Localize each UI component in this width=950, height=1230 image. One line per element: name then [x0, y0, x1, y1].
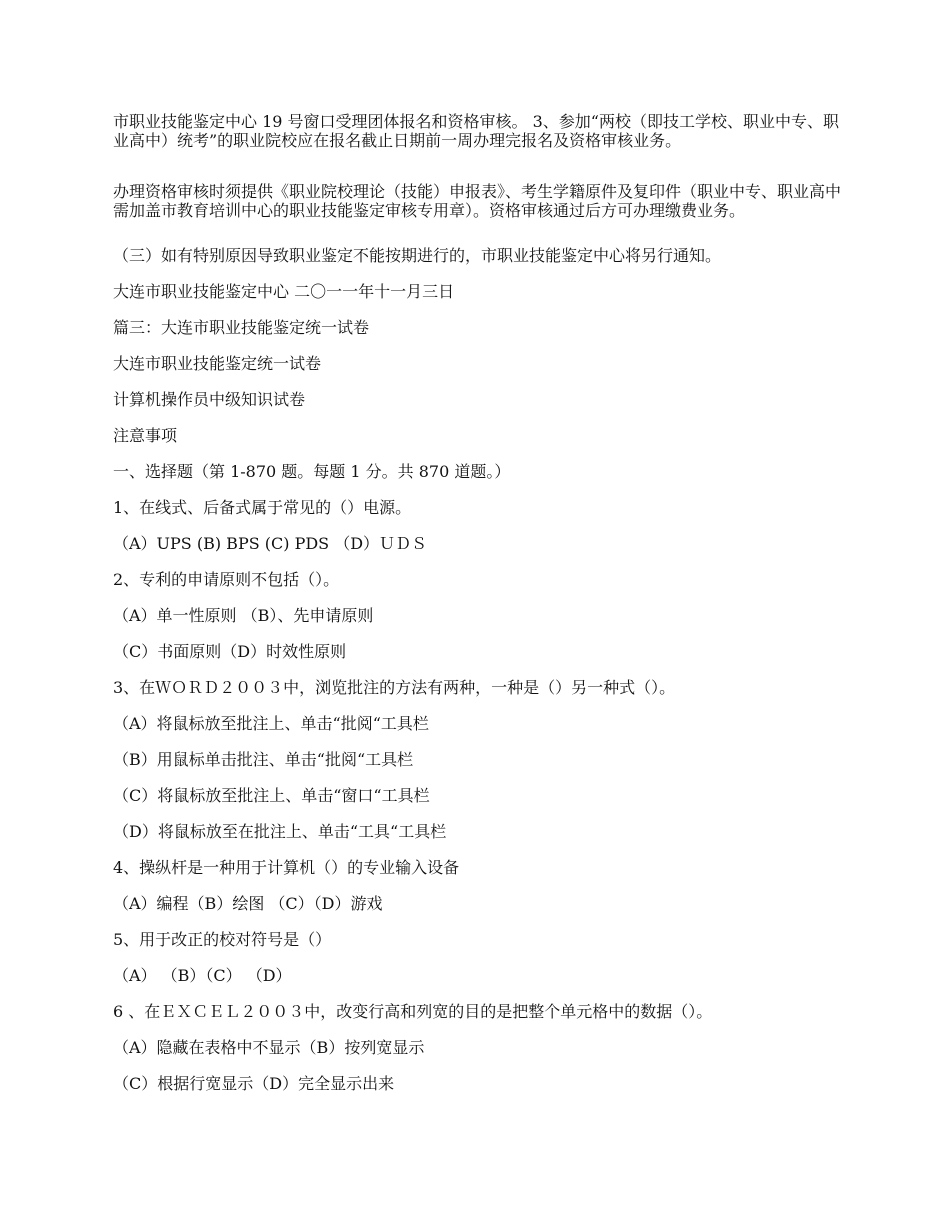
question-3-option-d: （D）将鼠标放至在批注上、单击“工具“工具栏: [113, 822, 447, 841]
question-5-options: （A） （B）（C） （D）: [113, 966, 292, 985]
question-2: 2、专利的申请原则不包括（）。: [113, 570, 340, 589]
section-heading: 篇三：大连市职业技能鉴定统一试卷: [113, 318, 370, 337]
exam-subtitle: 计算机操作员中级知识试卷: [113, 390, 306, 409]
question-6-options-cd: （C）根据行宽显示（D）完全显示出来: [113, 1074, 395, 1093]
exam-title: 大连市职业技能鉴定统一试卷: [113, 354, 322, 373]
question-3: 3、在ＷＯＲＤ２００３中，浏览批注的方法有两种，一种是（）另一种式（）。: [113, 678, 676, 697]
paragraph-registration: 市职业技能鉴定中心 19 号窗口受理团体报名和资格审核。 3、参加“两校（即技工学校、职业中专、职业高中）统考”的职业院校应在报名截止日期前一周办理完报名及资格审核业务。: [113, 112, 839, 150]
question-2-options-ab: （A）单一性原则 （B）、先申请原则: [113, 606, 374, 625]
paragraph-qualification: 办理资格审核时须提供《职业院校理论（技能）申报表》、考生学籍原件及复印件（职业中专、职业高中需加盖市教育培训中心的职业技能鉴定审核专用章）。资格审核通过后方可办理缴费业务。: [113, 182, 842, 220]
question-1: 1、在线式、后备式属于常见的（）电源。: [113, 498, 412, 517]
signature-line: 大连市职业技能鉴定中心 二〇一一年十一月三日: [113, 282, 455, 301]
question-6-options-ab: （A）隐藏在表格中不显示（B）按列宽显示: [113, 1038, 425, 1057]
question-6: 6 、在ＥＸＣＥＬ２００３中，改变行高和列宽的目的是把整个单元格中的数据（）。: [113, 1002, 713, 1021]
question-2-options-cd: （C）书面原则（D）时效性原则: [113, 642, 347, 661]
question-section-heading: 一、选择题（第 1-870 题。每题 1 分。共 870 道题。）: [113, 462, 511, 481]
question-4-options: （A）编程（B）绘图 （C）（D）游戏: [113, 894, 383, 913]
question-1-options: （A）UPS (B) BPS (C) PDS （D）ＵＤＳ: [113, 534, 428, 553]
question-5: 5、用于改正的校对符号是（）: [113, 930, 332, 949]
question-3-option-a: （A）将鼠标放至批注上、单击“批阅“工具栏: [113, 714, 429, 733]
document-body: [113, 112, 843, 1110]
question-3-option-b: （B）用鼠标单击批注、单击“批阅“工具栏: [113, 750, 414, 769]
question-3-option-c: （C）将鼠标放至批注上、单击“窗口“工具栏: [113, 786, 430, 805]
notes-heading: 注意事项: [113, 426, 178, 445]
question-4: 4、操纵杆是一种用于计算机（）的专业输入设备: [113, 858, 460, 877]
notice-line: （三）如有特别原因导致职业鉴定不能按期进行的，市职业技能鉴定中心将另行通知。: [113, 246, 722, 265]
